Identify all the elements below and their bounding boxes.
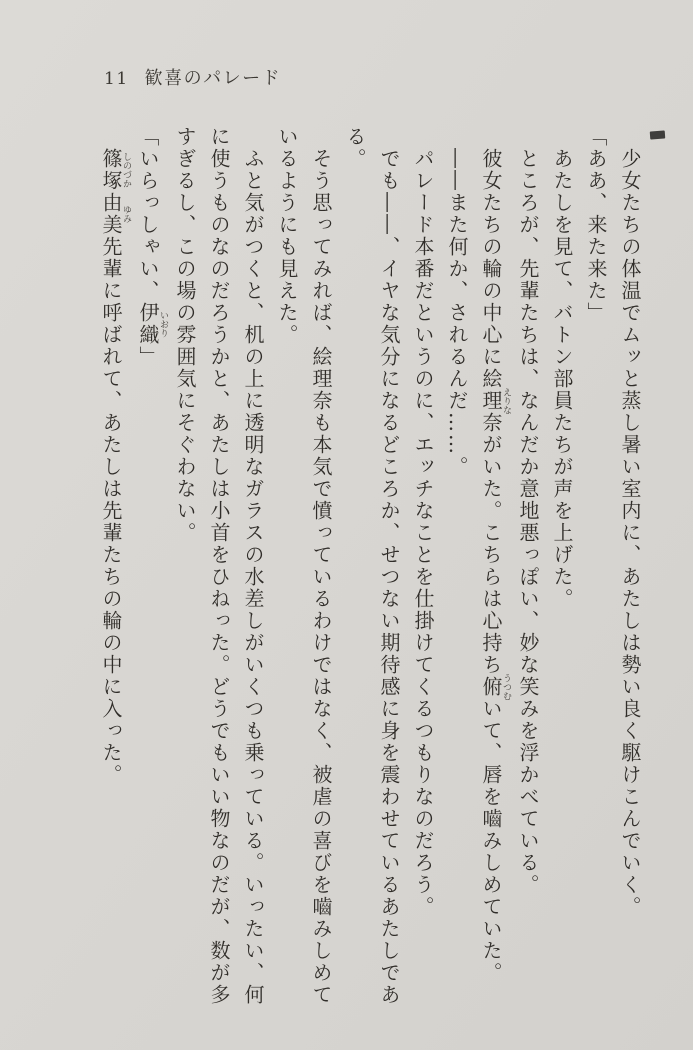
text-line: すぎるし、この場の雰囲気にそぐわない。 [173,126,197,544]
text-line: 少女たちの体温でムッと蒸し暑い室内に、あたしは勢い良く駆けこんでいく。 [618,126,642,918]
text-line: パレード本番だというのに、エッチなことを仕掛けてくるつもりなのだろう。 [411,126,435,918]
ink-speck [650,130,666,139]
text-line-dialogue: 「ああ、来た来た」 [584,126,608,324]
body-text [94,126,647,1038]
page-header [104,64,281,90]
page-number: 11 [104,69,129,89]
text-line: ふと気がつくと、机の上に透明なガラスの水差しがいくつも乗っている。いったい、何 [241,126,265,1006]
text-line: 彼女たちの輪の中心に絵理奈えりながいた。こちらは心持ち俯うつむいて、唇を嚙みしめていた。 [479,126,511,984]
text-line: に使うものなのだろうかと、あたしは小首をひねった。どうでもいい物なのだが、数が多 [207,126,231,1006]
text-line-dialogue: 「いらっしゃい、伊織いおり」 [136,126,168,368]
text-line: でも――、イヤな気分になるどころか、せつない期待感に身を震わせているあたしであ [377,126,401,1006]
text-line: いるようにも見えた。 [275,126,299,346]
text-line: る。 [343,126,367,170]
text-line: そう思ってみれば、絵理奈も本気で憤っているわけではなく、被虐の喜びを嚙みしめて [309,126,333,1006]
text-line: ところが、先輩たちは、なんだか意地悪っぽい、妙な笑みを浮かべている。 [516,126,540,896]
chapter-title: 歓喜のパレード [144,68,282,89]
text-line: あたしを見て、バトン部員たちが声を上げた。 [550,126,574,610]
text-line: ――また何か、されるんだ……。 [445,126,469,478]
text-line: 篠塚しのづか由美ゆみ先輩に呼ばれて、あたしは先輩たちの輪の中に入った。 [99,148,131,786]
